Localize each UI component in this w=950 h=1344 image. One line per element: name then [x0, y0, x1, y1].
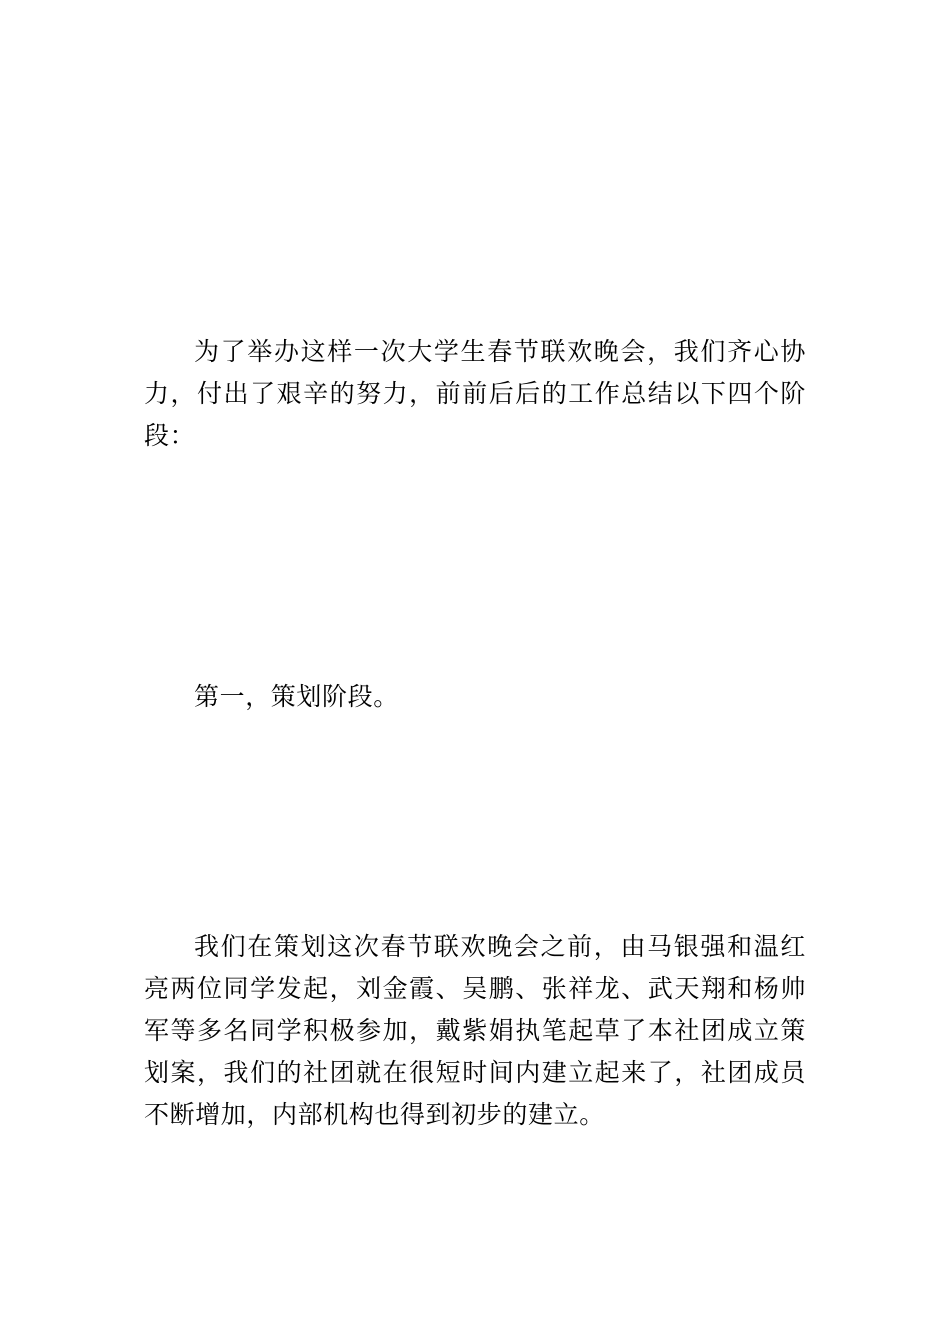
- paragraph-planning-details: 我们在策划这次春节联欢晚会之前，由马银强和温红亮两位同学发起，刘金霞、吴鹏、张祥龙、武天翔和杨帅军等多名同学积极参加，戴紫娟执笔起草了本社团成立策划案，我们的社团就在很短时间内建立起来了，社团成员不断增加，内部机构也得到初步的建立。: [144, 932, 806, 1129]
- paragraph-stage-heading: 第一，策划阶段。: [194, 682, 399, 711]
- paragraph-intro: 为了举办这样一次大学生春节联欢晚会，我们齐心协力，付出了艰辛的努力，前前后后的工作总结以下四个阶段：: [144, 337, 806, 450]
